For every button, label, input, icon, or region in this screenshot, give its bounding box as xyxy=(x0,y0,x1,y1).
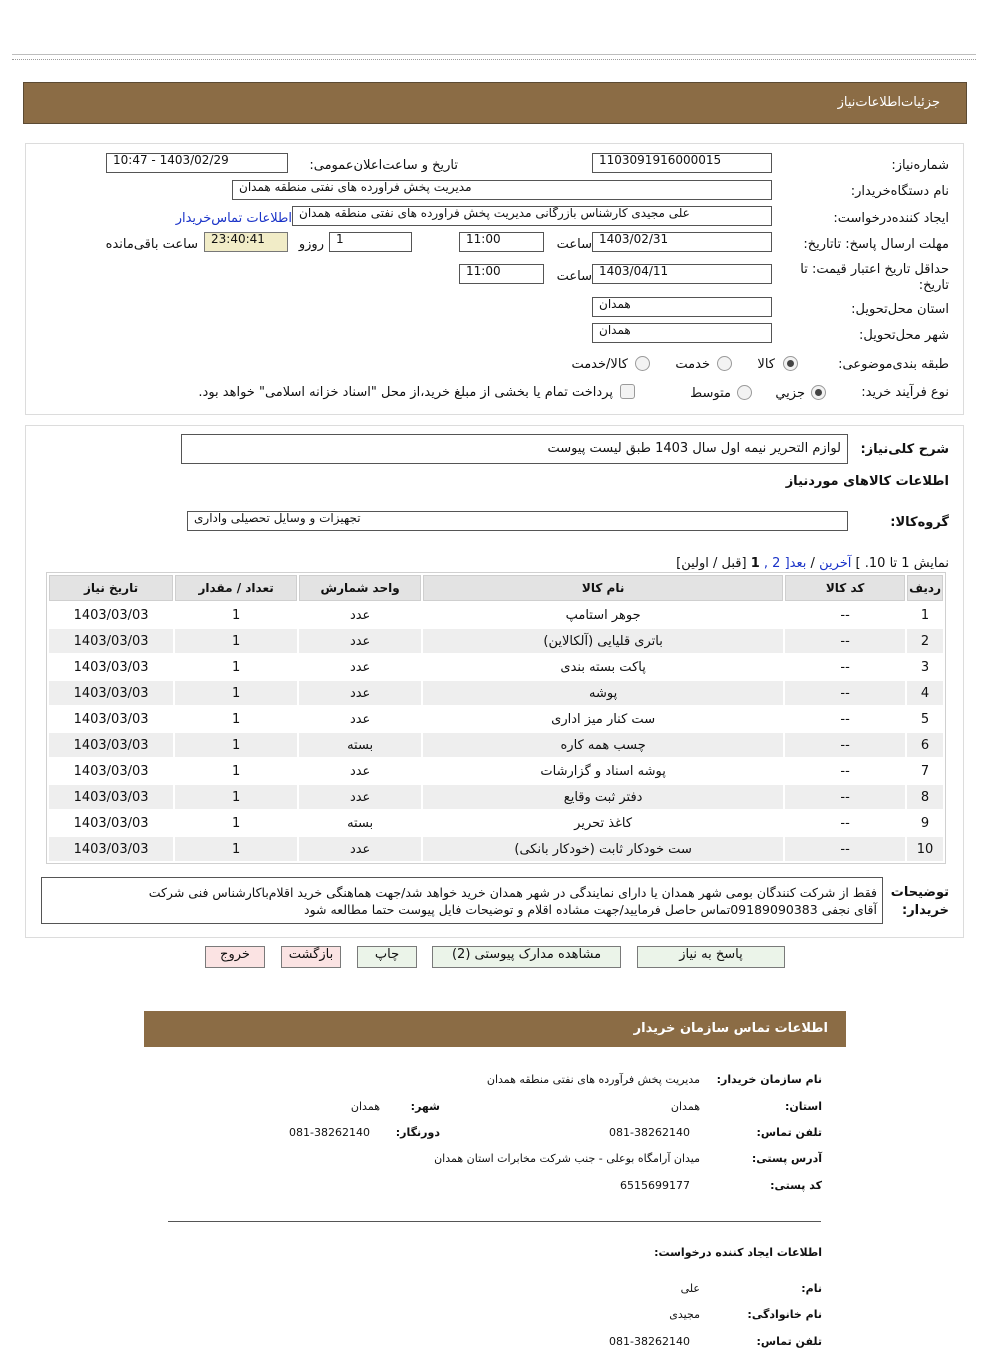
attachments-button[interactable]: مشاهده مدارک پیوستی (2) xyxy=(432,946,621,968)
contact-title: اطلاعات تماس سازمان خریدار xyxy=(633,1021,828,1036)
cell-date: 1403/03/03 xyxy=(49,655,173,679)
cell-row: 10 xyxy=(907,837,943,861)
cell-name: پاکت بسته بندی xyxy=(423,655,783,679)
cell-name: کاغذ تحریر xyxy=(423,811,783,835)
cell-code: -- xyxy=(785,707,905,731)
remaining-label: ساعت باقی‌مانده xyxy=(105,237,198,252)
goods-table-header xyxy=(49,575,943,601)
cell-name: باتری قلیایی (آلکالاین) xyxy=(423,629,783,653)
deadline-date-field: 1403/02/31 xyxy=(592,232,772,252)
creator-label: ایجاد کننده‌درخواست: xyxy=(833,211,949,226)
deadline-time-label: ساعت xyxy=(556,237,592,252)
cell-code: -- xyxy=(785,681,905,705)
process-label: نوع فرآیند خرید: xyxy=(861,385,949,400)
cell-name: چسب همه کاره xyxy=(423,733,783,757)
validity-time-field: 11:00 xyxy=(459,264,544,284)
contact-postal-value: 6515699177 xyxy=(620,1179,690,1192)
contact-divider xyxy=(168,1221,821,1222)
cell-unit: بسته xyxy=(299,733,421,757)
cell-unit: عدد xyxy=(299,837,421,861)
process-minor-label: جزیي xyxy=(775,386,805,401)
contact-city-value: همدان xyxy=(350,1100,380,1113)
goods-table xyxy=(47,573,945,863)
category-goods-radio[interactable] xyxy=(783,356,798,371)
process-medium-label: متوسط xyxy=(690,386,731,401)
top-divider xyxy=(12,54,976,60)
table-row xyxy=(49,733,943,757)
pager-bracket: ] xyxy=(855,556,861,571)
validity-time-label: ساعت xyxy=(556,269,592,284)
cell-date: 1403/03/03 xyxy=(49,837,173,861)
province-label: استان محل‌تحویل: xyxy=(851,302,949,317)
contact-address-value: میدان آرامگاه بوعلی - جنب شرکت مخابرات استان همدان xyxy=(434,1152,700,1165)
remaining-time-field: 23:40:41 xyxy=(204,232,288,252)
cell-row: 1 xyxy=(907,603,943,627)
category-service-radio[interactable] xyxy=(717,356,732,371)
pager-last-link[interactable]: آخرین xyxy=(819,556,852,571)
cell-row: 4 xyxy=(907,681,943,705)
cell-qty: 1 xyxy=(175,759,297,783)
contact-province-value: همدان xyxy=(670,1100,700,1113)
goods-group-label: گروه‌کالا: xyxy=(890,515,949,530)
cell-unit: عدد xyxy=(299,707,421,731)
cell-qty: 1 xyxy=(175,837,297,861)
description-field: لوازم التحریر نیمه اول سال 1403 طبق لیست پیوست xyxy=(181,434,848,464)
buyer-contact-link[interactable]: اطلاعات تماس‌خریدار xyxy=(175,211,292,226)
cell-qty: 1 xyxy=(175,655,297,679)
cell-qty: 1 xyxy=(175,603,297,627)
buyer-notes-label-2: خریدار: xyxy=(902,903,949,918)
pager-summary: نمایش 1 تا 10. xyxy=(864,556,949,571)
cell-unit: عدد xyxy=(299,785,421,809)
contact-postal-label: کد پستی: xyxy=(770,1179,822,1192)
cell-qty: 1 xyxy=(175,811,297,835)
cell-qty: 1 xyxy=(175,733,297,757)
cell-unit: بسته xyxy=(299,811,421,835)
cell-code: -- xyxy=(785,837,905,861)
exit-button[interactable]: خروج xyxy=(205,946,265,968)
pager-page-2-link[interactable]: [ 2 , xyxy=(763,556,790,571)
cell-name: پوشه اسناد و گزارشات xyxy=(423,759,783,783)
creator-info-title: اطلاعات ایجاد کننده درخواست: xyxy=(654,1246,822,1259)
cell-unit: عدد xyxy=(299,603,421,627)
col-date: تاریخ نیاز xyxy=(49,575,173,601)
buyer-org-label: نام دستگاه‌خریدار: xyxy=(850,184,949,199)
col-qty: تعداد / مقدار xyxy=(175,575,297,601)
validity-label-1: حداقل تاریخ اعتبار قیمت: تا xyxy=(800,262,949,277)
goods-table-wrapper xyxy=(46,572,946,864)
col-unit: واحد شمارش xyxy=(299,575,421,601)
category-both-radio[interactable] xyxy=(635,356,650,371)
cell-unit: عدد xyxy=(299,759,421,783)
creator-family-label: نام خانوادگی: xyxy=(747,1308,822,1321)
cell-date: 1403/03/03 xyxy=(49,629,173,653)
cell-code: -- xyxy=(785,785,905,809)
creator-phone-value: 081-38262140 xyxy=(609,1335,690,1348)
cell-row: 3 xyxy=(907,655,943,679)
respond-button[interactable]: پاسخ به نیاز xyxy=(637,946,785,968)
buyer-notes-box xyxy=(41,877,883,924)
table-row xyxy=(49,759,943,783)
category-both-label: کالا/خدمت xyxy=(571,357,628,372)
contact-phone-value: 081-38262140 xyxy=(609,1126,690,1139)
category-service-label: خدمت xyxy=(675,357,710,372)
cell-name: ست خودکار ثابت (خودکار بانکی) xyxy=(423,837,783,861)
contact-address-label: آدرس پستی: xyxy=(751,1152,822,1165)
page-title: جزئیات‌اطلاعات‌نیاز xyxy=(837,95,940,110)
contact-fax-value: 081-38262140 xyxy=(289,1126,370,1139)
creator-family-value: مجیدی xyxy=(669,1308,700,1321)
pager-prev-first: [قبل / اولین] xyxy=(676,556,747,571)
pager-next-link[interactable]: بعد xyxy=(789,556,807,571)
cell-date: 1403/03/03 xyxy=(49,733,173,757)
city-label: شهر محل‌تحویل: xyxy=(859,328,949,343)
cell-date: 1403/03/03 xyxy=(49,603,173,627)
category-label: طبقه بندی‌موضوعی: xyxy=(838,357,949,372)
contact-org-value: مدیریت پخش فرآورده های نفتی منطقه همدان xyxy=(486,1073,700,1086)
cell-code: -- xyxy=(785,811,905,835)
pager xyxy=(676,556,949,571)
deadline-time-field: 11:00 xyxy=(459,232,544,252)
goods-group-field: تجهیزات و وسایل تحصیلی واداری xyxy=(187,511,848,531)
deadline-label: مهلت ارسال پاسخ: تاتاریخ: xyxy=(803,237,949,252)
cell-code: -- xyxy=(785,629,905,653)
print-button[interactable]: چاپ xyxy=(357,946,417,968)
cell-row: 9 xyxy=(907,811,943,835)
buyer-notes-line-1: فقط از شرکت کنندگان بومی شهر همدان یا دارای نمایندگی در شهر همدان خرید خواهد شد/جهت هماهنگی خرید اقلام‌باکارشناس فنی شرکت xyxy=(148,885,877,900)
contact-fax-label: دورنگار: xyxy=(395,1126,440,1139)
contact-province-label: استان: xyxy=(785,1100,822,1113)
creator-field: علی مجیدی کارشناس بازرگانی مدیریت پخش فراورده های نفتی منطقه همدان xyxy=(292,206,772,226)
table-row xyxy=(49,811,943,835)
table-row xyxy=(49,629,943,653)
table-row xyxy=(49,681,943,705)
cell-date: 1403/03/03 xyxy=(49,707,173,731)
announce-datetime-field: 1403/02/29 - 10:47 xyxy=(106,153,288,173)
cell-date: 1403/03/03 xyxy=(49,681,173,705)
buyer-org-field: مدیریت پخش فراورده های نفتی منطقه همدان xyxy=(232,180,772,200)
process-medium-radio[interactable] xyxy=(737,385,752,400)
table-row xyxy=(49,655,943,679)
announce-label: تاریخ و ساعت‌اعلان‌عمومی: xyxy=(309,158,458,173)
contact-header xyxy=(144,1011,846,1047)
cell-date: 1403/03/03 xyxy=(49,759,173,783)
days-label: روزو xyxy=(298,237,324,252)
cell-row: 7 xyxy=(907,759,943,783)
cell-qty: 1 xyxy=(175,707,297,731)
cell-row: 2 xyxy=(907,629,943,653)
cell-code: -- xyxy=(785,733,905,757)
province-field: همدان xyxy=(592,297,772,317)
cell-unit: عدد xyxy=(299,655,421,679)
cell-code: -- xyxy=(785,655,905,679)
cell-row: 6 xyxy=(907,733,943,757)
cell-name: ست کنار میز اداری xyxy=(423,707,783,731)
pager-current-page: 1 xyxy=(750,556,760,571)
table-row xyxy=(49,837,943,861)
cell-date: 1403/03/03 xyxy=(49,811,173,835)
description-label: شرح کلی‌نیاز: xyxy=(860,442,949,457)
treasury-payment-checkbox[interactable] xyxy=(620,384,635,399)
back-button[interactable]: بازگشت xyxy=(281,946,341,968)
city-field: همدان xyxy=(592,323,772,343)
process-minor-radio[interactable] xyxy=(811,385,826,400)
cell-date: 1403/03/03 xyxy=(49,785,173,809)
validity-label-2: تاریخ: xyxy=(918,278,949,293)
days-field: 1 xyxy=(329,232,412,252)
cell-qty: 1 xyxy=(175,629,297,653)
contact-city-label: شهر: xyxy=(410,1100,440,1113)
cell-qty: 1 xyxy=(175,785,297,809)
cell-name: پوشه xyxy=(423,681,783,705)
cell-unit: عدد xyxy=(299,629,421,653)
cell-qty: 1 xyxy=(175,681,297,705)
need-number-label: شماره‌نیاز: xyxy=(891,158,949,173)
cell-unit: عدد xyxy=(299,681,421,705)
validity-date-field: 1403/04/11 xyxy=(592,264,772,284)
contact-org-label: نام سازمان خریدار: xyxy=(716,1073,822,1086)
need-number-field: 1103091916000015 xyxy=(592,153,772,173)
col-code: کد کالا xyxy=(785,575,905,601)
cell-row: 5 xyxy=(907,707,943,731)
creator-name-label: نام: xyxy=(801,1282,822,1295)
table-row xyxy=(49,707,943,731)
cell-name: جوهر استامپ xyxy=(423,603,783,627)
buyer-notes-label-1: توضیحات xyxy=(890,885,949,900)
col-name: نام کالا xyxy=(423,575,783,601)
page-header xyxy=(23,82,967,124)
contact-phone-label: تلفن تماس: xyxy=(756,1126,822,1139)
goods-info-title: اطلاعات کالاهای مورد‌نیاز xyxy=(785,474,949,489)
category-goods-label: کالا xyxy=(757,357,775,372)
creator-name-value: علی xyxy=(680,1282,700,1295)
pager-separator: / xyxy=(810,556,815,571)
cell-name: دفتر ثبت وقایع xyxy=(423,785,783,809)
table-row xyxy=(49,785,943,809)
table-row xyxy=(49,603,943,627)
treasury-payment-label: پرداخت تمام یا بخشی از مبلغ خرید،از محل "اسناد خزانه اسلامی" خواهد بود. xyxy=(198,385,613,400)
cell-code: -- xyxy=(785,759,905,783)
col-row: ردیف xyxy=(907,575,943,601)
buyer-notes-line-2: آقای نجفی 09189090383تماس حاصل فرمایید/جهت مشاده اقلام و توضیحات فایل پیوست حتما مطالعه شود xyxy=(304,902,877,917)
cell-row: 8 xyxy=(907,785,943,809)
cell-code: -- xyxy=(785,603,905,627)
creator-phone-label: تلفن تماس: xyxy=(756,1335,822,1348)
